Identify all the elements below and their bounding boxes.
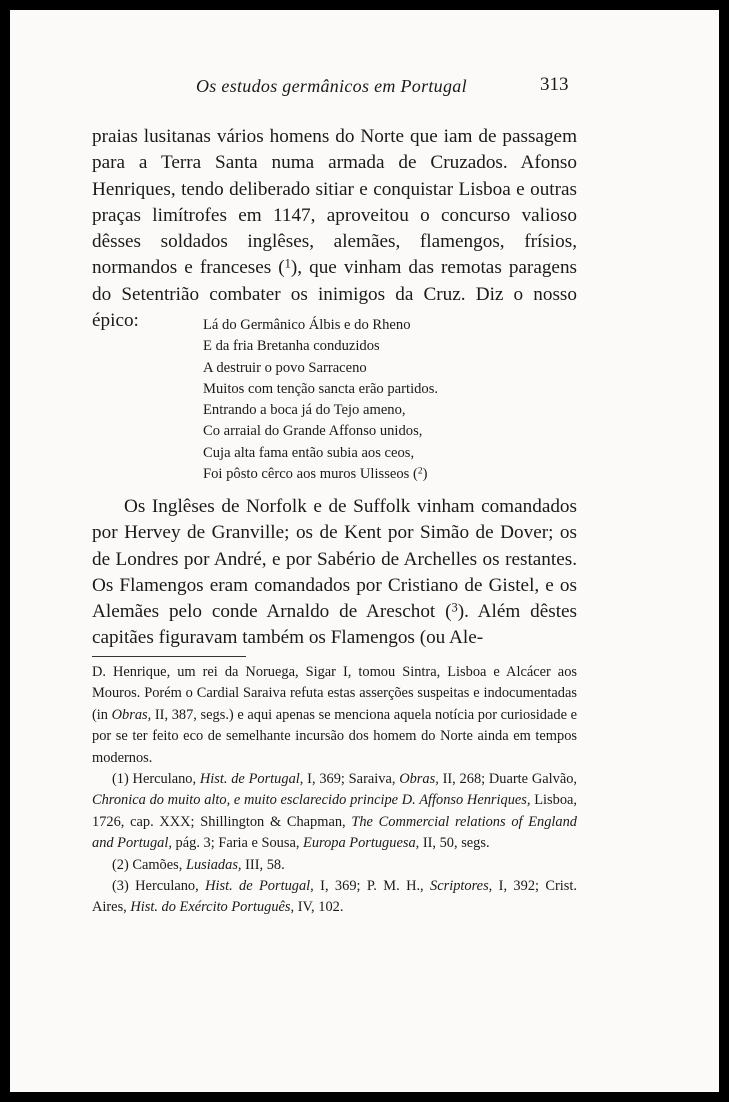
footnote-text: I, 369; Saraiva, (303, 771, 400, 788)
paragraph-2-text: Os Inglêses de Norfolk e de Suffolk vinham comandados por Hervey de Granville; os de Kent por Simão de Dover; os de Londres por André, e por Sabério de Archelles os restantes. Os Flamengos eram comandados por Cristiano de Gistel, e os Alemães pelo conde Arnaldo de Areschot ( (92, 496, 577, 623)
footnote-ref-2: 2 (417, 466, 423, 477)
paragraph-2 (92, 494, 577, 652)
footnote-italic: Obras, (111, 706, 152, 723)
footnote-text: D. Henrique, um rei da Noruega, Sigar I, tomou Sintra, Lisboa e Alcácer aos Mouros. Porém o Cardial Saraiva refuta estas asserções suspeitas e indocumentadas (in (92, 664, 577, 723)
verse-line: Muitos com tenção sancta erão partidos. (203, 380, 439, 397)
footnote-italic: Obras, (399, 771, 439, 788)
footnote-text: Lisboa, 1726, cap. XXX; Shillington & Chapman, (92, 792, 577, 830)
footnote-continuation (92, 662, 577, 769)
footnote-marker: (2) (112, 856, 129, 873)
footnote-text: Herculano, (128, 878, 206, 895)
footnote-text: I, 392; Crist. Aires, (92, 878, 577, 916)
footnote-2 (92, 855, 577, 876)
footnote-ref-3: 3 (451, 600, 458, 615)
footnote-italic: Chronica do muito alto, e muito esclarecido principe D. Affonso Henriques, (92, 792, 531, 809)
footnote-1 (92, 769, 577, 855)
verse-line-close: ) (422, 466, 428, 483)
verse-line: Co arraial do Grande Affonso unidos, (203, 423, 423, 440)
footnote-marker: (1) (112, 771, 129, 788)
footnote-ref-1: 1 (284, 256, 291, 271)
footnote-italic: Hist. do Exército Português, (130, 899, 295, 916)
footnote-text: II, 268; Duarte Galvão, (438, 771, 577, 788)
book-page (10, 10, 719, 1092)
footnote-italic: Hist. de Portugal, (205, 878, 314, 895)
footnote-text: II, 50, segs. (419, 835, 490, 852)
footnote-marker: (3) (112, 878, 129, 895)
footnote-italic: The Commercial relations of England and Portugal, (92, 813, 577, 852)
paragraph-1-text-after: ), que vinham das remotas paragens do Setentrião combater os inimigos da Cruz. Diz o nosso épico: (92, 257, 578, 332)
footnote-text: pág. 3; Faria e Sousa, (171, 835, 304, 852)
footnote-text: III, 58. (241, 856, 285, 873)
verse-line-text: Foi pôsto cêrco aos muros Ulisseos ( (203, 466, 418, 483)
running-title: Os estudos germânicos em Portugal (196, 76, 467, 96)
footnote-text: I, 369; P. M. H., (313, 878, 431, 895)
footnote-italic: Lusiadas, (185, 856, 242, 873)
footnote-text: IV, 102. (294, 899, 344, 916)
verse-quotation (203, 315, 438, 485)
paragraph-1 (92, 124, 577, 334)
paragraph-2-text-after: ). Além dêstes capitães figuravam também os Flamengos (ou Ale- (92, 601, 578, 649)
paragraph-1-text: praias lusitanas vários homens do Norte que iam de passagem para a Terra Santa numa armada de Cruzados. Afonso Henriques, tendo deliberado sitiar e conquistar Lisboa e outras praças limítrofes em 1147, aproveitou o concurso valioso dêsses soldados inglêses, alemães, flamengos, frísios, normandos e franceses ( (92, 126, 577, 279)
verse-line: E da fria Bretanha conduzidos (203, 338, 380, 355)
footnote-italic: Hist. de Portugal, (199, 771, 304, 788)
footnote-text: Herculano, (128, 771, 200, 788)
footnote-separator (92, 656, 246, 657)
footnote-italic: Scriptores, (430, 878, 493, 895)
verse-line: Lá do Germânico Álbis e do Rheno (203, 317, 411, 333)
footnote-text: II, 387, segs.) e aqui apenas se menciona aquela notícia por curiosidade e por se ter feito eco de semelhante incursão dos homem do Norte ainda em tempos modernos. (92, 706, 577, 766)
verse-line-last (203, 464, 438, 485)
verse-line: Cuja alta fama então subia aos ceos, (203, 444, 415, 461)
page-number: 313 (540, 74, 569, 95)
verse-line: A destruir o povo Sarraceno (203, 359, 367, 376)
footnote-italic: Europa Portuguesa, (303, 835, 420, 852)
verse-line: Entrando a boca já do Tejo ameno, (203, 402, 406, 419)
footnotes (92, 662, 577, 919)
footnote-3 (92, 876, 577, 919)
footnote-text: Camões, (128, 856, 186, 873)
